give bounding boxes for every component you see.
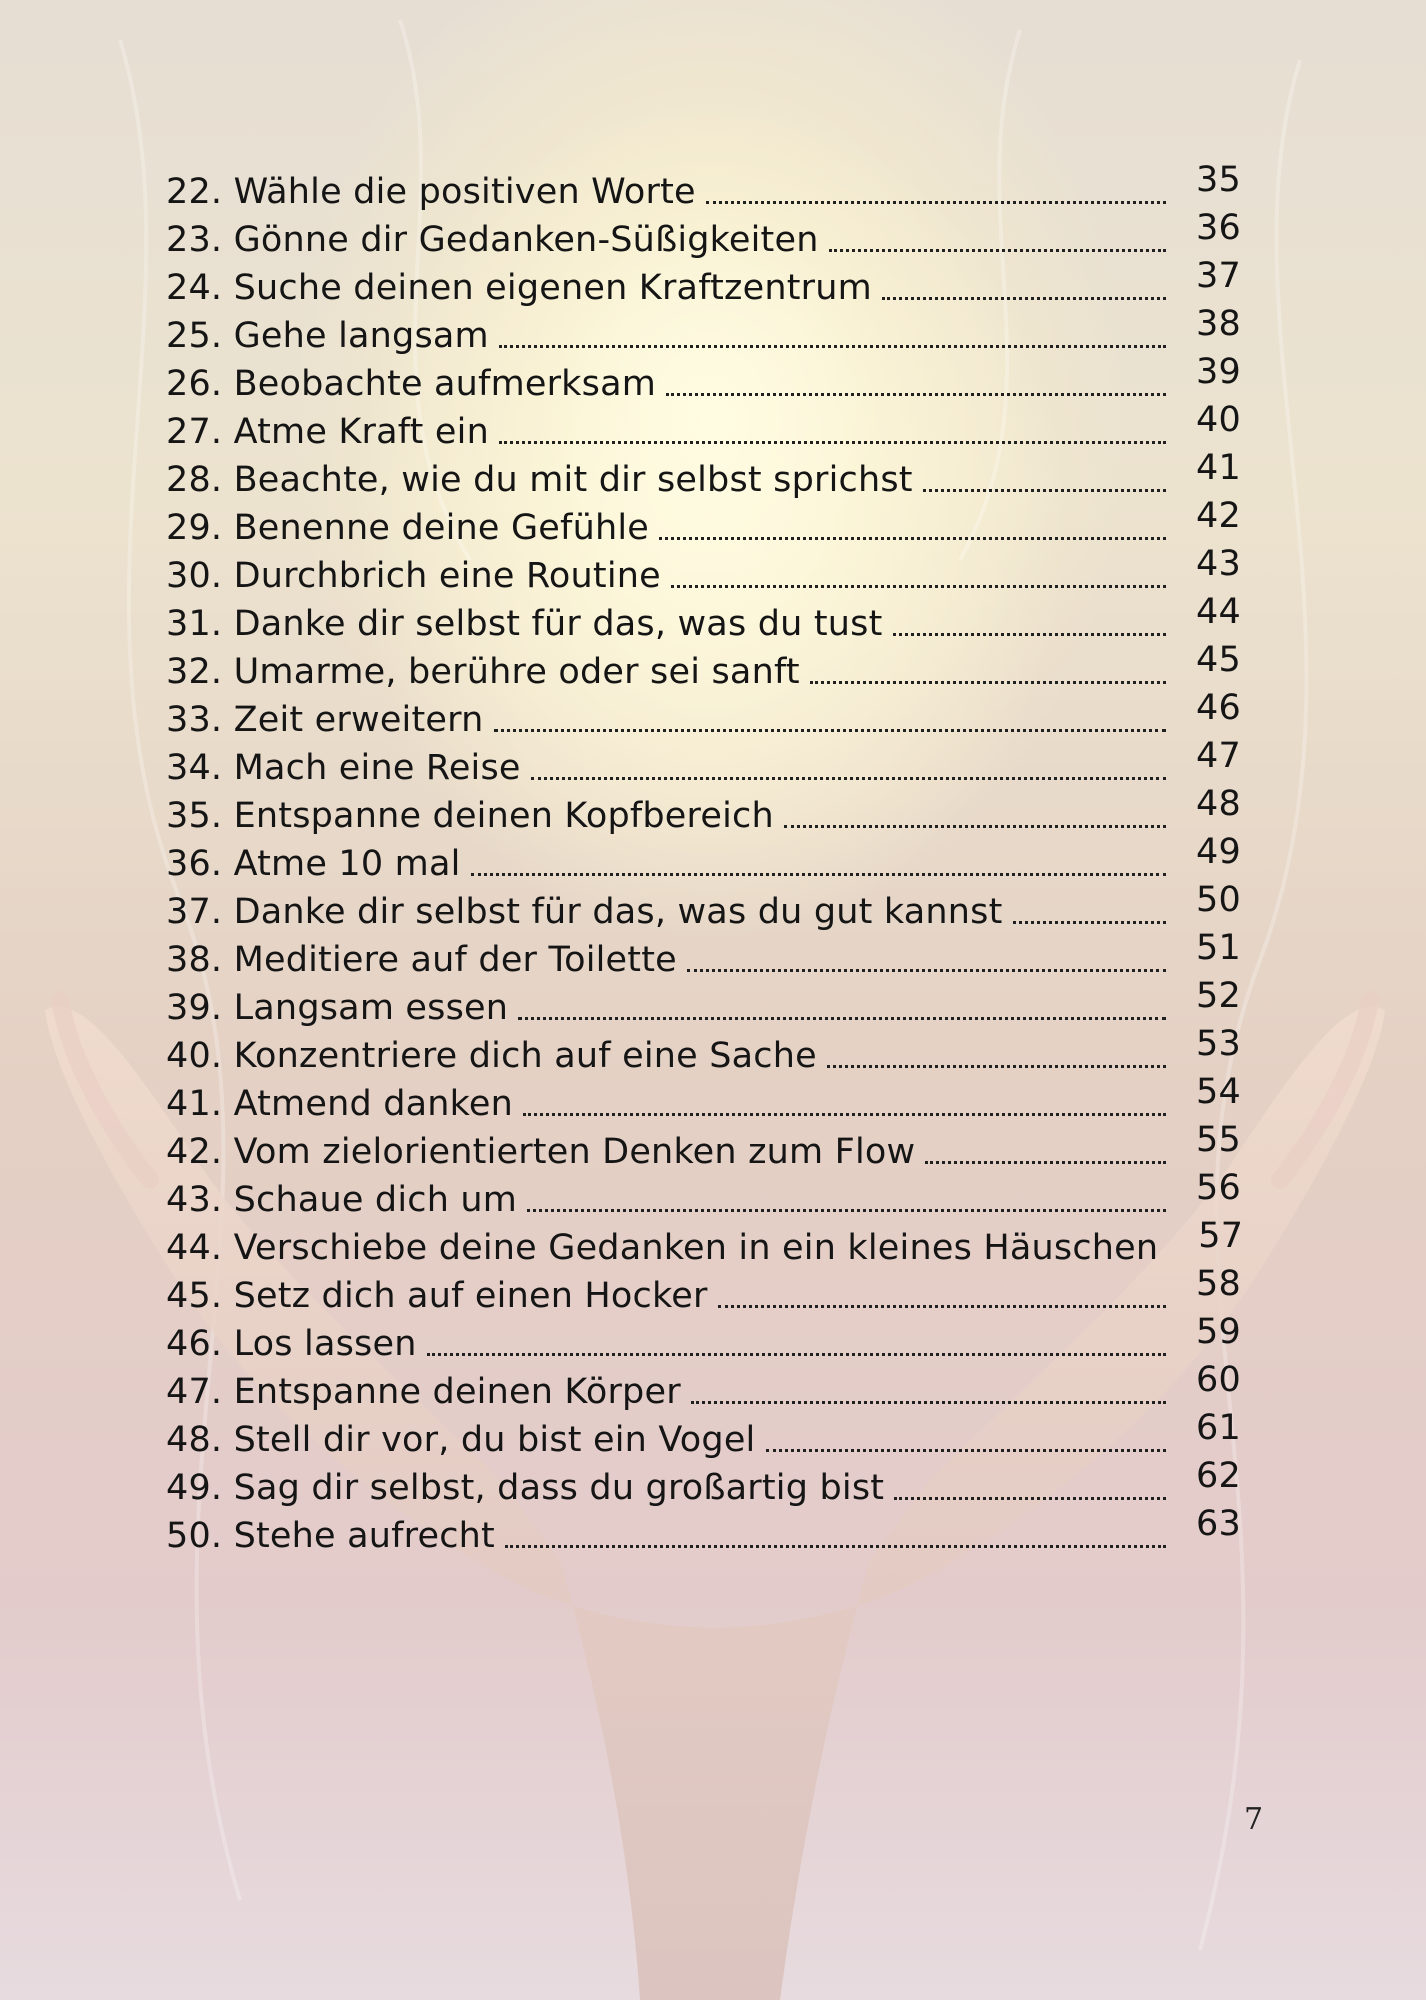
dot-leader — [894, 1497, 1166, 1500]
toc-entry-page: 58 — [1196, 1264, 1241, 1304]
toc-entry-page: 48 — [1196, 784, 1241, 824]
toc-entry-title: 49. Sag dir selbst, dass du großartig bist — [166, 1468, 885, 1508]
toc-entry[interactable] — [166, 160, 1241, 216]
toc-entry-page: 51 — [1196, 928, 1241, 968]
dot-leader — [527, 1209, 1166, 1212]
dot-leader — [471, 873, 1166, 876]
toc-entry-page: 44 — [1196, 592, 1241, 632]
toc-entry[interactable] — [166, 1216, 1244, 1272]
dot-leader — [706, 201, 1166, 204]
toc-entry[interactable] — [166, 592, 1241, 648]
toc-entry-title: 22. Wähle die positiven Worte — [166, 172, 696, 212]
dot-leader — [829, 249, 1166, 252]
toc-entry[interactable] — [166, 976, 1241, 1032]
toc-entry-title: 23. Gönne dir Gedanken-Süßigkeiten — [166, 220, 819, 260]
toc-entry-title: 46. Los lassen — [166, 1324, 417, 1364]
toc-entry-page: 54 — [1196, 1072, 1241, 1112]
toc-entry-title: 43. Schaue dich um — [166, 1180, 518, 1220]
dot-leader — [687, 969, 1166, 972]
toc-entry-title: 44. Verschiebe deine Gedanken in ein kleines Häuschen — [166, 1228, 1159, 1268]
dot-leader — [925, 1161, 1166, 1164]
toc-entry-title: 30. Durchbrich eine Routine — [166, 556, 661, 596]
page-number: 7 — [1244, 1802, 1264, 1837]
toc-entry[interactable] — [166, 640, 1241, 696]
toc-entry[interactable] — [166, 1024, 1241, 1080]
toc-entry-page: 41 — [1196, 448, 1241, 488]
toc-entry[interactable] — [166, 256, 1241, 312]
dot-leader — [494, 729, 1167, 732]
dot-leader — [523, 1113, 1166, 1116]
dot-leader — [893, 633, 1167, 636]
toc-entry-page: 50 — [1196, 880, 1241, 920]
dot-leader — [923, 489, 1166, 492]
toc-entry[interactable] — [166, 1072, 1241, 1128]
toc-entry-title: 48. Stell dir vor, du bist ein Vogel — [166, 1420, 756, 1460]
dot-leader — [499, 441, 1166, 444]
toc-entry-title: 26. Beobachte aufmerksam — [166, 364, 657, 404]
toc-entry-title: 29. Benenne deine Gefühle — [166, 508, 649, 548]
toc-entry-title: 38. Meditiere auf der Toilette — [166, 940, 677, 980]
toc-entry[interactable] — [166, 208, 1241, 264]
toc-entry[interactable] — [166, 832, 1241, 888]
toc-entry-title: 31. Danke dir selbst für das, was du tust — [166, 604, 883, 644]
table-of-contents — [166, 160, 1244, 1560]
dot-leader — [882, 297, 1166, 300]
toc-entry-page: 62 — [1196, 1456, 1241, 1496]
toc-entry[interactable] — [166, 1120, 1241, 1176]
dot-leader — [659, 537, 1166, 540]
toc-entry-title: 25. Gehe langsam — [166, 316, 489, 356]
dot-leader — [827, 1065, 1166, 1068]
toc-entry[interactable] — [166, 1504, 1241, 1560]
dot-leader — [718, 1305, 1166, 1308]
dot-leader — [784, 825, 1166, 828]
toc-entry-page: 49 — [1196, 832, 1241, 872]
toc-entry[interactable] — [166, 1312, 1241, 1368]
toc-entry-title: 27. Atme Kraft ein — [166, 412, 489, 452]
toc-entry-page: 46 — [1196, 688, 1241, 728]
toc-entry[interactable] — [166, 1264, 1241, 1320]
toc-entry-title: 36. Atme 10 mal — [166, 844, 461, 884]
toc-entry-page: 36 — [1196, 208, 1241, 248]
toc-entry[interactable] — [166, 448, 1241, 504]
toc-entry[interactable] — [166, 688, 1241, 744]
toc-entry-title: 37. Danke dir selbst für das, was du gut kannst — [166, 892, 1003, 932]
toc-entry[interactable] — [166, 496, 1241, 552]
toc-entry-page: 35 — [1196, 160, 1241, 200]
toc-entry[interactable] — [166, 1456, 1241, 1512]
toc-entry-title: 28. Beachte, wie du mit dir selbst sprichst — [166, 460, 913, 500]
toc-entry-page: 45 — [1196, 640, 1241, 680]
toc-entry-title: 39. Langsam essen — [166, 988, 509, 1028]
toc-entry-title: 45. Setz dich auf einen Hocker — [166, 1276, 708, 1316]
toc-entry-page: 39 — [1196, 352, 1241, 392]
toc-entry-page: 63 — [1196, 1504, 1241, 1544]
toc-entry-page: 43 — [1196, 544, 1241, 584]
dot-leader — [505, 1545, 1166, 1548]
dot-leader — [671, 585, 1166, 588]
toc-entry-title: 42. Vom zielorientierten Denken zum Flow — [166, 1132, 916, 1172]
toc-entry[interactable] — [166, 1360, 1241, 1416]
toc-entry-page: 40 — [1196, 400, 1241, 440]
toc-entry-page: 52 — [1196, 976, 1241, 1016]
dot-leader — [810, 681, 1166, 684]
toc-entry-page: 53 — [1196, 1024, 1241, 1064]
toc-entry-title: 34. Mach eine Reise — [166, 748, 521, 788]
toc-entry[interactable] — [166, 1408, 1241, 1464]
toc-entry[interactable] — [166, 304, 1241, 360]
toc-entry-page: 37 — [1196, 256, 1241, 296]
dot-leader — [427, 1353, 1166, 1356]
toc-entry-page: 59 — [1196, 1312, 1241, 1352]
toc-entry-title: 40. Konzentriere dich auf eine Sache — [166, 1036, 817, 1076]
toc-entry[interactable] — [166, 736, 1241, 792]
dot-leader — [691, 1401, 1166, 1404]
toc-entry-title: 41. Atmend danken — [166, 1084, 513, 1124]
toc-entry-page: 55 — [1196, 1120, 1241, 1160]
toc-entry-title: 35. Entspanne deinen Kopfbereich — [166, 796, 774, 836]
toc-entry[interactable] — [166, 400, 1241, 456]
toc-entry-page: 56 — [1196, 1168, 1241, 1208]
toc-entry-page: 38 — [1196, 304, 1241, 344]
toc-entry-page: 57 — [1198, 1216, 1244, 1256]
toc-entry[interactable] — [166, 1168, 1241, 1224]
toc-entry[interactable] — [166, 784, 1241, 840]
toc-entry-title: 32. Umarme, berühre oder sei sanft — [166, 652, 800, 692]
toc-entry[interactable] — [166, 352, 1241, 408]
toc-entry-title: 33. Zeit erweitern — [166, 700, 484, 740]
toc-entry-page: 47 — [1196, 736, 1241, 776]
dot-leader — [531, 777, 1166, 780]
dot-leader — [666, 393, 1166, 396]
toc-entry[interactable] — [166, 544, 1241, 600]
dot-leader — [518, 1017, 1166, 1020]
toc-entry-title: 50. Stehe aufrecht — [166, 1516, 495, 1556]
toc-entry-page: 60 — [1196, 1360, 1241, 1400]
toc-entry[interactable] — [166, 880, 1241, 936]
toc-entry[interactable] — [166, 928, 1241, 984]
dot-leader — [499, 345, 1166, 348]
toc-entry-title: 47. Entspanne deinen Körper — [166, 1372, 681, 1412]
toc-entry-page: 61 — [1196, 1408, 1241, 1448]
dot-leader — [1013, 921, 1167, 924]
toc-entry-title: 24. Suche deinen eigenen Kraftzentrum — [166, 268, 872, 308]
toc-entry-page: 42 — [1196, 496, 1241, 536]
dot-leader — [766, 1449, 1167, 1452]
